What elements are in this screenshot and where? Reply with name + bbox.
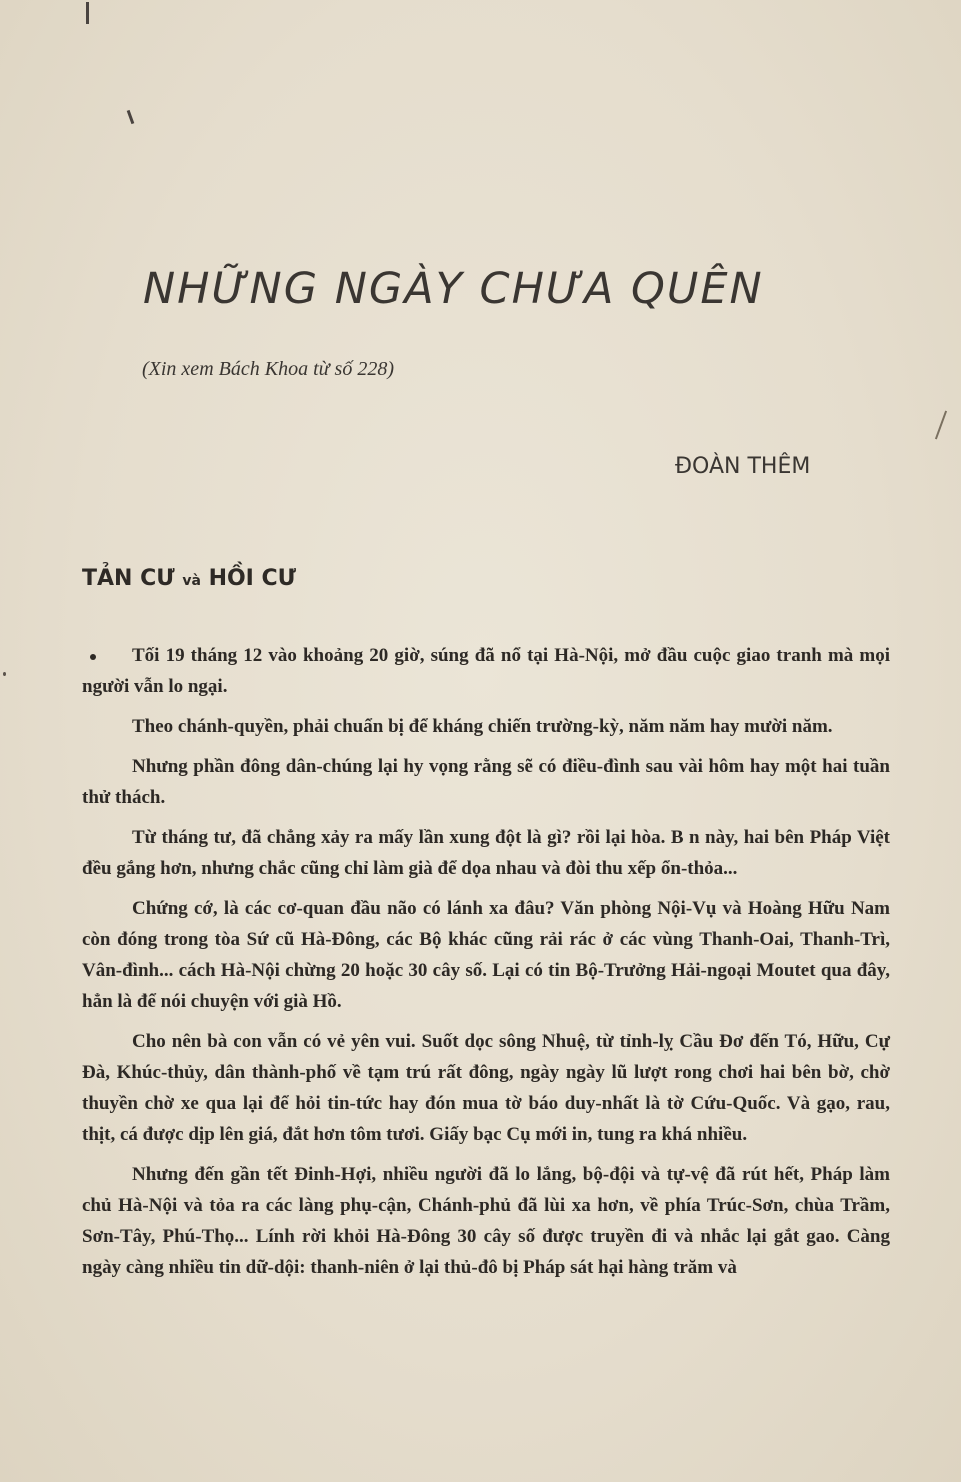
- paragraph: Chứng cớ, là các cơ-quan đầu não có lánh xa đâu? Văn phòng Nội-Vụ và Hoàng Hữu Nam còn đóng trong tòa Sứ cũ Hà-Đông, các Bộ khác cũng rải rác ở các vùng Thanh-Oai, Thanh-Trì, Vân-đình... cách Hà-Nội chừng 20 hoặc 30 cây số. Lại có tin Bộ-Trưởng Hải-ngoại Moutet qua đây, hẳn là để nói chuyện với già Hồ.: [82, 898, 890, 1012]
- paragraph: Nhưng phần đông dân-chúng lại hy vọng rằng sẽ có điều-đình sau vài hôm hay một hai tuần thử thách.: [82, 756, 890, 808]
- paragraph: Nhưng đến gần tết Đinh-Hợi, nhiều người đã lo lắng, bộ-đội và tự-vệ đã rút hết, Pháp làm chủ Hà-Nội và tỏa ra các làng phụ-cận, Chánh-phủ đã lùi xa hơn, về phía Trúc-Sơn, chùa Trầm, Sơn-Tây, Phú-Thọ... Lính rời khỏi Hà-Đông 30 cây số được truyền đi và nhắc lại gắt gao. Càng ngày càng nhiều tin dữ-dội: thanh-niên ở lại thủ-đô bị Pháp sát hại hàng trăm và: [82, 1164, 890, 1278]
- ink-mark: [127, 110, 135, 124]
- article-body: [82, 640, 890, 1292]
- article-subtitle: (Xin xem Bách Khoa từ số 228): [142, 358, 394, 380]
- paragraph: Từ tháng tư, đã chẳng xảy ra mấy lần xung đột là gì? rồi lại hòa. B n này, hai bên Pháp Việt đều gắng hơn, nhưng chắc cũng chỉ làm già để dọa nhau và đòi thu xếp ổn-thỏa...: [82, 827, 890, 879]
- section-heading-part2: HỒI CƯ: [208, 566, 297, 591]
- section-heading-connector: và: [182, 573, 201, 589]
- paragraph: Cho nên bà con vẫn có vẻ yên vui. Suốt dọc sông Nhuệ, từ tỉnh-lỵ Cầu Đơ đến Tó, Hữu, Cự Đà, Khúc-thủy, dân thành-phố về tạm trú rất đông, ngày ngày lũ lượt rong chơi hai bên bờ, chờ thuyền chờ xe qua lại để hỏi tin-tức hay đón mua tờ báo duy-nhất là tờ Cứu-Quốc. Và gạo, rau, thịt, cá được dịp lên giá, đắt hơn tôm tươi. Giấy bạc Cụ mới in, tung ra khá nhiều.: [82, 1031, 890, 1145]
- article-author: ĐOÀN THÊM: [675, 454, 811, 479]
- section-heading-part1: TẢN CƯ: [82, 566, 175, 591]
- article-title: NHỮNG NGÀY CHƯA QUÊN: [143, 264, 764, 314]
- bullet-icon: [82, 640, 132, 671]
- paragraph: Theo chánh-quyền, phải chuẩn bị để kháng chiến trường-kỳ, năm năm hay mười năm.: [132, 716, 833, 737]
- section-heading: [82, 566, 296, 591]
- paragraph-text: Tối 19 tháng 12 vào khoảng 20 giờ, súng đã nổ tại Hà-Nội, mở đầu cuộc giao tranh mà mọi người vẫn lo ngại.: [82, 645, 890, 697]
- ink-mark: [86, 2, 89, 24]
- ink-dot: [3, 672, 6, 676]
- paragraph: [82, 640, 890, 702]
- ink-mark: [935, 411, 947, 440]
